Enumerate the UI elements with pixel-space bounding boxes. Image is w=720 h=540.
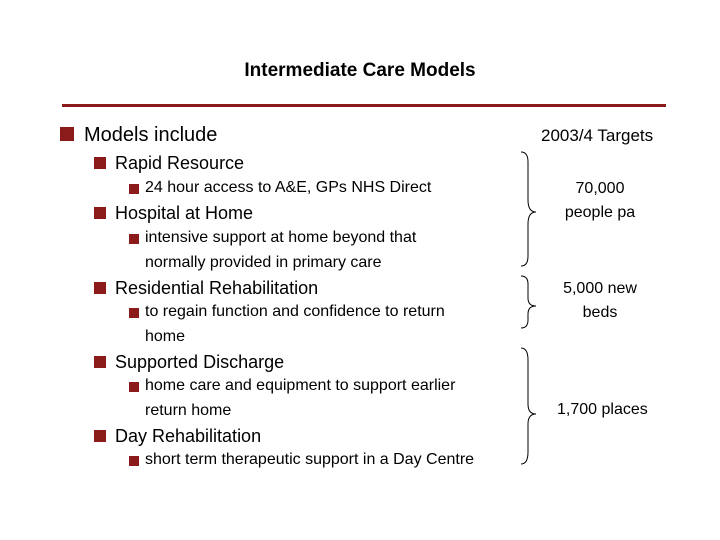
target-line: people pa bbox=[564, 204, 636, 221]
models-heading: Models include bbox=[84, 124, 218, 146]
model-detail: home bbox=[145, 328, 186, 345]
title-divider bbox=[62, 104, 666, 107]
bullet-square-icon bbox=[129, 456, 139, 466]
model-residential-rehabilitation: Residential Rehabilitation bbox=[115, 278, 319, 298]
bullet-square-icon bbox=[129, 184, 139, 194]
model-detail: return home bbox=[145, 402, 232, 419]
model-detail: 24 hour access to A&E, GPs NHS Direct bbox=[145, 179, 432, 196]
model-supported-discharge: Supported Discharge bbox=[115, 352, 285, 372]
bullet-square-icon bbox=[94, 356, 106, 368]
target-line: 1,700 places bbox=[557, 401, 648, 418]
brace-icon bbox=[521, 276, 536, 328]
model-day-rehabilitation: Day Rehabilitation bbox=[115, 426, 262, 446]
model-detail: to regain function and confidence to return bbox=[145, 303, 445, 320]
brace-icon bbox=[521, 152, 536, 266]
bullet-square-icon bbox=[94, 157, 106, 169]
bullet-square-icon bbox=[129, 382, 139, 392]
bullet-square-icon bbox=[94, 282, 106, 294]
targets-heading: 2003/4 Targets bbox=[541, 126, 654, 145]
target-hospital-at-home bbox=[548, 177, 652, 225]
bullet-square-icon bbox=[129, 234, 139, 244]
model-rapid-resource: Rapid Resource bbox=[115, 153, 245, 173]
target-supported-discharge bbox=[557, 398, 681, 422]
model-hospital-at-home: Hospital at Home bbox=[115, 203, 254, 223]
model-detail: intensive support at home beyond that bbox=[145, 229, 417, 246]
target-line: 70,000 bbox=[575, 180, 625, 197]
target-line: beds bbox=[582, 304, 618, 321]
target-residential-rehabilitation bbox=[548, 277, 652, 325]
target-line: 5,000 new bbox=[563, 280, 637, 297]
model-detail: short term therapeutic support in a Day Centre bbox=[145, 451, 475, 468]
bullet-square-icon bbox=[60, 127, 74, 141]
bullet-square-icon bbox=[94, 207, 106, 219]
brace-group bbox=[518, 140, 542, 470]
bullet-square-icon bbox=[129, 308, 139, 318]
slide-title: Intermediate Care Models bbox=[244, 60, 476, 81]
model-detail: normally provided in primary care bbox=[145, 254, 382, 271]
bullet-square-icon bbox=[94, 430, 106, 442]
brace-icon bbox=[521, 348, 536, 464]
model-detail: home care and equipment to support earlier bbox=[145, 377, 456, 394]
